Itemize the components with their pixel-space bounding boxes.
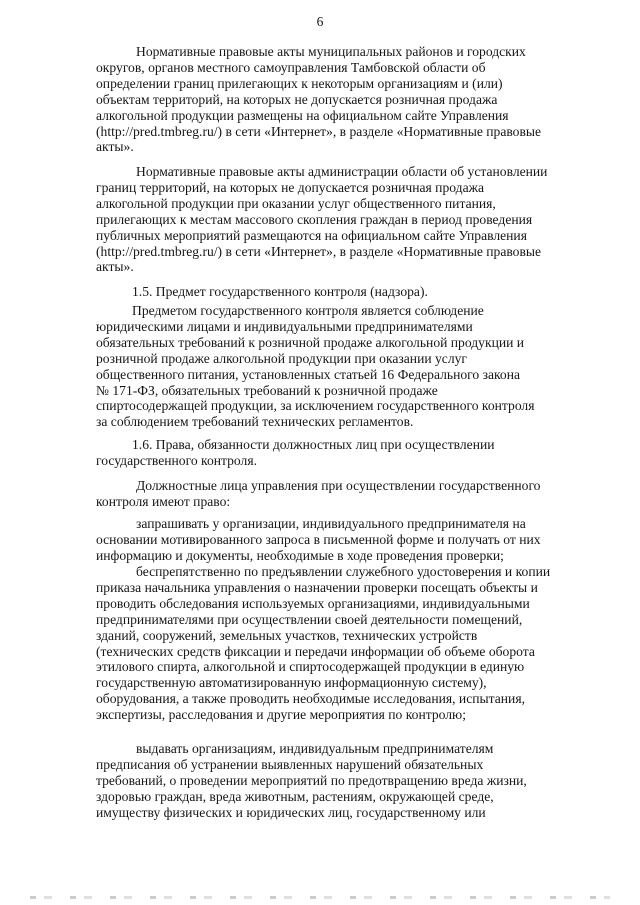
body-text-block-7 bbox=[96, 516, 608, 564]
paragraph-administration-acts: Нормативные правовые акты администрации области об установлении границ территорий, на которых не допускается розничная продажа алкогольной продукции при оказании услуг общественного питания, прилегающих к местам массового скопления граждан в период проведения публичных мероприятий размещаются на официальном сайте Управления (http://pred.tmbreg.ru/) в сети «Интернет», в разделе «Нормативные правовые акты». bbox=[96, 164, 548, 275]
paragraph-officials-rights: Должностные лица управления при осуществлении государственного контроля имеют право: bbox=[96, 478, 541, 509]
paragraph-control-subject: Предметом государственного контроля является соблюдение юридическими лицами и индивидуальными предпринимателями обязательных требований к розничной продаже алкогольной продукции и розничной продаже алкогольной продукции при оказании услуг общественного питания, установленных статьей 16 Федерального закона № 171-ФЗ, обязательных требований к розничной продаже спиртосодержащей продукции, за исключением государственного контроля за соблюдением требований технических регламентов. bbox=[96, 303, 535, 430]
section-heading-1-6: 1.6. Права, обязанности должностных лиц при осуществлении государственного контроля. bbox=[96, 437, 495, 468]
body-text-block-4 bbox=[96, 303, 608, 430]
body-text-block-6 bbox=[96, 478, 608, 510]
paragraph-inspection-access: беспрепятственно по предъявлении служебного удостоверения и копии приказа начальника управления о назначении проверки посещать объекты и проводить обследования используемых организациями, индивидуальными предпринимателями при осуществлении своей деятельности помещений, зданий, сооружений, земельных участков, технических устройств (технических средств фиксации и передачи информации об объеме оборота этилового спирта, алкогольной и спиртосодержащей продукции в единую государственную автоматизированную информационную систему), оборудования, а также проводить необходимые исследования, испытания, экспертизы, расследования и другие мероприятия по контролю; bbox=[96, 564, 551, 723]
body-text-block-9 bbox=[96, 741, 608, 821]
body-text-block-8 bbox=[96, 564, 608, 723]
page-number: 6 bbox=[316, 14, 324, 29]
paragraph-request-info: запрашивать у организации, индивидуального предпринимателя на основании мотивированного запроса в письменной форме и получать от них информацию и документы, необходимые в ходе проведения проверки; bbox=[96, 516, 541, 563]
body-text-block-5 bbox=[96, 437, 608, 469]
body-text-block-3 bbox=[96, 284, 608, 300]
body-text-block-2 bbox=[96, 164, 608, 275]
paragraph-municipal-acts: Нормативные правовые акты муниципальных районов и городских округов, органов местного самоуправления Тамбовской области об определении границ прилегающих к некоторым организациям и (или) объектам территорий, на которых не допускается розничная продажа алкогольной продукции размещены на официальном сайте Управления (http://pred.tmbreg.ru/) в сети «Интернет», в разделе «Нормативные правовые акты». bbox=[96, 44, 542, 155]
section-heading-1-5: 1.5. Предмет государственного контроля (надзора). bbox=[132, 284, 428, 299]
scan-edge-artifact bbox=[30, 896, 610, 899]
body-text-block-1 bbox=[96, 44, 608, 155]
paragraph-issue-orders: выдавать организациям, индивидуальным предпринимателям предписания об устранении выявленных нарушений обязательных требований, о проведении мероприятий по предотвращению вреда жизни, здоровью граждан, вреда животным, растениям, окружающей среде, имуществу физических и юридических лиц, государственному или bbox=[96, 741, 527, 820]
